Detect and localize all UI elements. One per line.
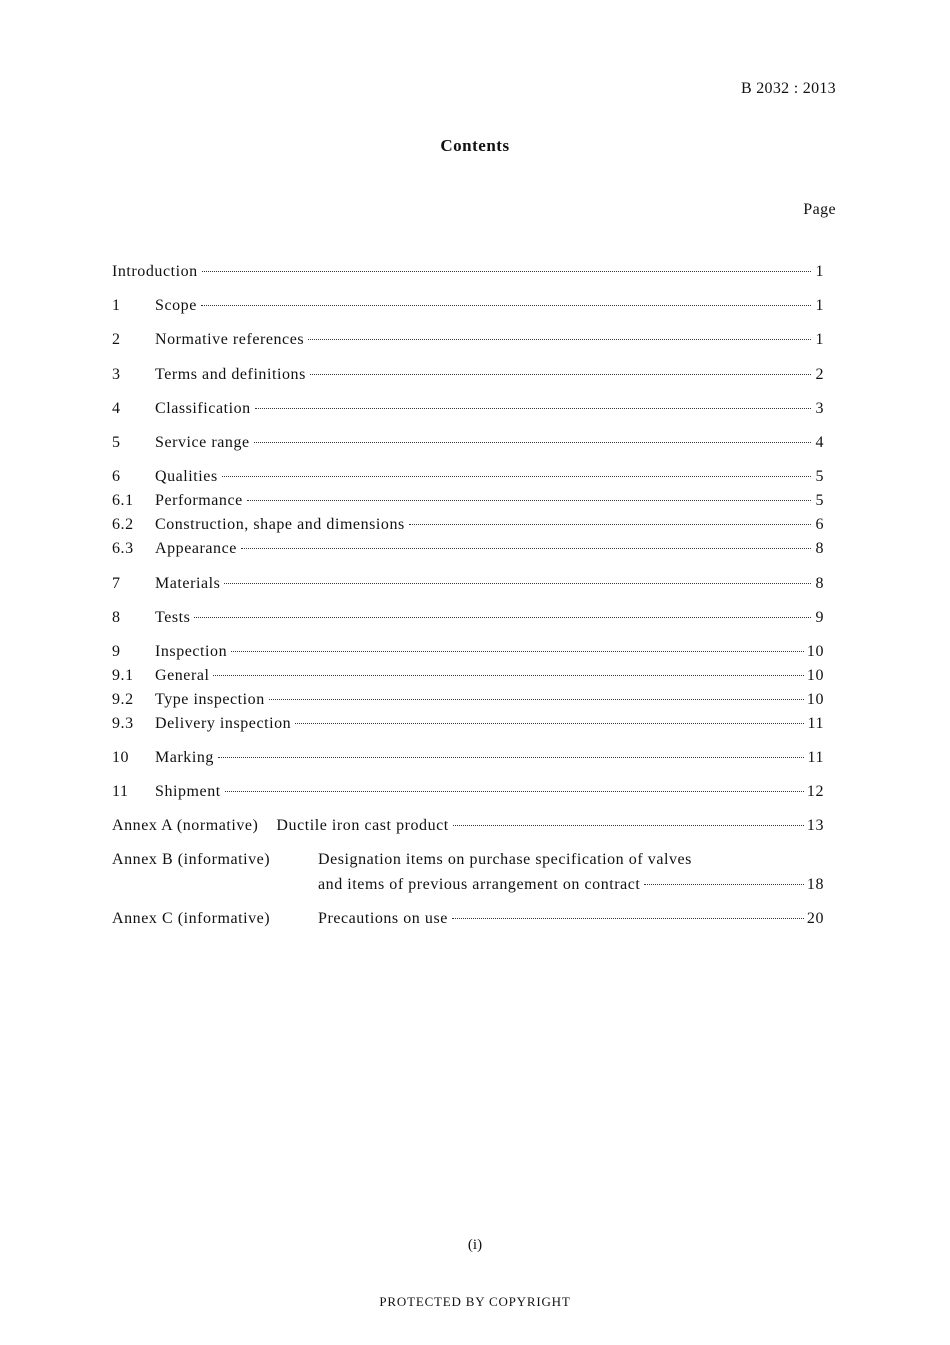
toc-entry-number: 8 — [112, 609, 121, 626]
toc-entry-number: 6.3 — [112, 540, 134, 557]
toc-entry[interactable] — [112, 609, 824, 631]
toc-entry-page: 20 — [806, 910, 824, 927]
toc-entry-label: Materials — [155, 575, 221, 592]
dot-leader — [247, 500, 811, 501]
toc-entry-page: 10 — [806, 667, 824, 684]
annex-prefix: Annex C (informative) — [112, 910, 271, 927]
dot-leader — [202, 271, 811, 272]
toc-entry-page: 1 — [815, 263, 824, 280]
toc-entry[interactable] — [112, 691, 824, 713]
toc-entry-page: 1 — [815, 331, 824, 348]
annex-prefix: Annex A (normative) — [112, 817, 259, 834]
toc-entry-page: 1 — [815, 297, 824, 314]
toc-entry[interactable] — [112, 400, 824, 422]
toc-entry[interactable] — [112, 643, 824, 665]
toc-entry[interactable] — [112, 468, 824, 490]
toc-entry-label: General — [155, 667, 210, 684]
dot-leader — [269, 699, 804, 700]
dot-leader — [231, 651, 804, 652]
annex-title-line1: Designation items on purchase specification of valves — [318, 851, 692, 868]
toc-entry-label: Qualities — [155, 468, 218, 485]
toc-entry-page: 11 — [807, 715, 824, 732]
dot-leader — [222, 476, 811, 477]
dot-leader — [201, 305, 811, 306]
dot-leader — [310, 374, 811, 375]
toc-entry-label: Performance — [155, 492, 243, 509]
toc-entry-page: 10 — [806, 643, 824, 660]
toc-entry[interactable] — [112, 366, 824, 388]
page-title: Contents — [440, 136, 510, 155]
toc-entry-number: 9.1 — [112, 667, 134, 684]
dot-leader — [213, 675, 803, 676]
dot-leader — [224, 583, 811, 584]
toc-entry-page: 3 — [815, 400, 824, 417]
toc-entry-page: 9 — [815, 609, 824, 626]
toc-entry[interactable] — [112, 331, 824, 353]
toc-entry-page: 12 — [806, 783, 824, 800]
toc-entry-number: 6.1 — [112, 492, 134, 509]
toc-entry-label: Scope — [155, 297, 197, 314]
toc-entry-number: 6 — [112, 468, 121, 485]
dot-leader — [225, 791, 804, 792]
toc-entry-label: Normative references — [155, 331, 305, 348]
annex-title: Precautions on use — [318, 910, 448, 927]
toc-entry-label: Type inspection — [155, 691, 265, 708]
copyright-notice: PROTECTED BY COPYRIGHT — [379, 1294, 571, 1309]
toc-entry-label: Tests — [155, 609, 191, 626]
toc-entry-page: 6 — [815, 516, 824, 533]
toc-annex-c[interactable] — [112, 910, 824, 932]
toc-entry-page: 5 — [815, 468, 824, 485]
toc-entry-label: Classification — [155, 400, 251, 417]
toc-annex-b-line2[interactable] — [318, 876, 824, 898]
toc-entry-number: 5 — [112, 434, 121, 451]
toc-entry[interactable] — [112, 434, 824, 456]
toc-entry[interactable] — [112, 667, 824, 689]
toc-entry-label: Service range — [155, 434, 250, 451]
toc-entry[interactable] — [112, 749, 824, 771]
dot-leader — [255, 408, 811, 409]
toc-entry-number: 7 — [112, 575, 121, 592]
toc-entry-number: 11 — [112, 783, 129, 800]
toc-entry-number: 10 — [112, 749, 130, 766]
dot-leader — [218, 757, 805, 758]
toc-entry-number: 6.2 — [112, 516, 134, 533]
annex-title-line2: and items of previous arrangement on contract — [318, 876, 641, 893]
annex-title: Ductile iron cast product — [276, 817, 449, 834]
dot-leader — [194, 617, 811, 618]
page-column-label: Page — [803, 201, 836, 218]
dot-leader — [308, 339, 811, 340]
page-number: (i) — [467, 1237, 483, 1253]
dot-leader — [295, 723, 804, 724]
toc-entry-number: 2 — [112, 331, 121, 348]
toc-entry[interactable] — [112, 492, 824, 514]
toc-entry-number: 9.3 — [112, 715, 134, 732]
toc-entry-label: Marking — [155, 749, 214, 766]
toc-entry-number: 4 — [112, 400, 121, 417]
dot-leader — [452, 918, 804, 919]
dot-leader — [241, 548, 811, 549]
toc-entry-number: 3 — [112, 366, 121, 383]
toc-entry-number: 1 — [112, 297, 121, 314]
dot-leader — [644, 884, 803, 885]
toc-entry-page: 8 — [815, 575, 824, 592]
toc-entry-page: 4 — [815, 434, 824, 451]
toc-entry-number: 9 — [112, 643, 121, 660]
dot-leader — [409, 524, 811, 525]
toc-entry-page: 8 — [815, 540, 824, 557]
toc-entry-page: 13 — [806, 817, 824, 834]
toc-entry-label: Appearance — [155, 540, 237, 557]
toc-annex-b-line1[interactable] — [112, 851, 824, 869]
toc-entry-introduction[interactable] — [112, 263, 824, 285]
annex-prefix: Annex B (informative) — [112, 851, 271, 868]
toc-entry[interactable] — [112, 540, 824, 562]
dot-leader — [453, 825, 804, 826]
toc-entry-page: 10 — [806, 691, 824, 708]
toc-entry[interactable] — [112, 297, 824, 319]
toc-entry-page: 2 — [815, 366, 824, 383]
toc-entry-page: 5 — [815, 492, 824, 509]
dot-leader — [254, 442, 811, 443]
toc-entry[interactable] — [112, 516, 824, 538]
toc-entry-label: Construction, shape and dimensions — [155, 516, 405, 533]
toc-entry-label: Introduction — [112, 263, 198, 280]
toc-entry-page: 18 — [806, 876, 824, 893]
toc-entry-label: Terms and definitions — [155, 366, 306, 383]
standard-number: B 2032 : 2013 — [740, 80, 836, 97]
toc-entry[interactable] — [112, 715, 824, 737]
toc-entry-label: Shipment — [155, 783, 221, 800]
toc-annex-a[interactable] — [112, 817, 824, 839]
toc-entry[interactable] — [112, 575, 824, 597]
toc-entry-label: Delivery inspection — [155, 715, 292, 732]
toc-entry[interactable] — [112, 783, 824, 805]
toc-entry-number: 9.2 — [112, 691, 134, 708]
toc-entry-label: Inspection — [155, 643, 228, 660]
toc-entry-page: 11 — [807, 749, 824, 766]
